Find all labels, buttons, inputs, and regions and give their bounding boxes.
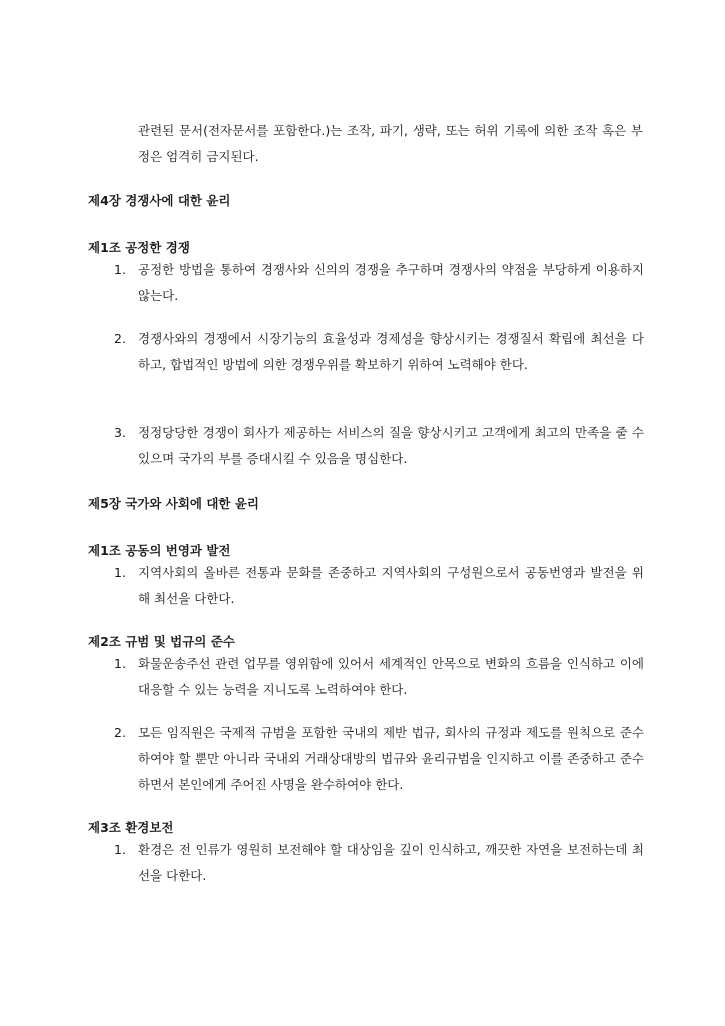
chapter-5-article-1-item-1 (114, 560, 644, 612)
chapter-5-article-1-title: 제1조 공동의 번영과 발전 (88, 543, 231, 558)
item-number: 1. (114, 842, 126, 857)
chapter-5-article-3-title: 제3조 환경보전 (88, 820, 174, 835)
item-text: 지역사회의 올바른 전통과 문화를 존중하고 지역사회의 구성원으로서 공동번영과 발전을 위해 최선을 다한다. (138, 565, 644, 606)
item-number: 1. (114, 262, 126, 277)
item-number: 2. (114, 331, 126, 346)
item-number: 3. (114, 425, 126, 440)
chapter-4-title: 제4장 경쟁사에 대한 윤리 (88, 193, 231, 208)
item-text: 경쟁사와의 경쟁에서 시장기능의 효율성과 경제성을 향상시키는 경쟁질서 확립에 최선을 다하고, 합법적인 방법에 의한 경쟁우위를 확보하기 위하여 노력해야 한다. (138, 331, 644, 372)
intro-paragraph: 관련된 문서(전자문서를 포함한다.)는 조작, 파기, 생략, 또는 허위 기록에 의한 조작 혹은 부정은 엄격히 금지된다. (138, 123, 643, 164)
item-number: 1. (114, 656, 126, 671)
item-text: 화물운송주선 관련 업무를 영위함에 있어서 세계적인 안목으로 변화의 흐름을 인식하고 이에 대응할 수 있는 능력을 지니도록 노력하여야 한다. (138, 656, 644, 697)
chapter-5-title: 제5장 국가와 사회에 대한 윤리 (88, 496, 260, 511)
chapter-4-article-1-title: 제1조 공정한 경쟁 (88, 240, 190, 255)
item-text: 환경은 전 인류가 영원히 보전해야 할 대상임을 깊이 인식하고, 깨끗한 자연을 보전하는데 최선을 다한다. (138, 842, 644, 883)
chapter-4-article-1-item-2 (114, 326, 644, 378)
item-text: 공정한 방법을 통하여 경쟁사와 신의의 경쟁을 추구하며 경쟁사의 약점을 부당하게 이용하지 않는다. (138, 262, 644, 303)
item-number: 1. (114, 565, 126, 580)
item-number: 2. (114, 725, 126, 740)
item-text: 모든 임직원은 국제적 규범을 포함한 국내의 제반 법규, 회사의 규정과 제도를 원칙으로 준수하여야 할 뿐만 아니라 국내외 거래상대방의 법규와 윤리규범을 인지하고 이를 존중하고 준수하면서 본인에게 주어진 사명을 완수하여야 한다. (138, 725, 644, 792)
chapter-5-article-3-item-1 (114, 837, 644, 889)
item-text: 정정당당한 경쟁이 회사가 제공하는 서비스의 질을 향상시키고 고객에게 최고의 만족을 줄 수 있으며 국가의 부를 증대시킬 수 있음을 명심한다. (138, 425, 644, 466)
chapter-5-article-2-title: 제2조 규범 및 법규의 준수 (88, 634, 235, 649)
chapter-5-article-2-item-1 (114, 651, 644, 703)
chapter-5-article-2-item-2 (114, 720, 644, 798)
chapter-4-article-1-item-1 (114, 257, 644, 309)
chapter-4-article-1-item-3 (114, 420, 644, 472)
